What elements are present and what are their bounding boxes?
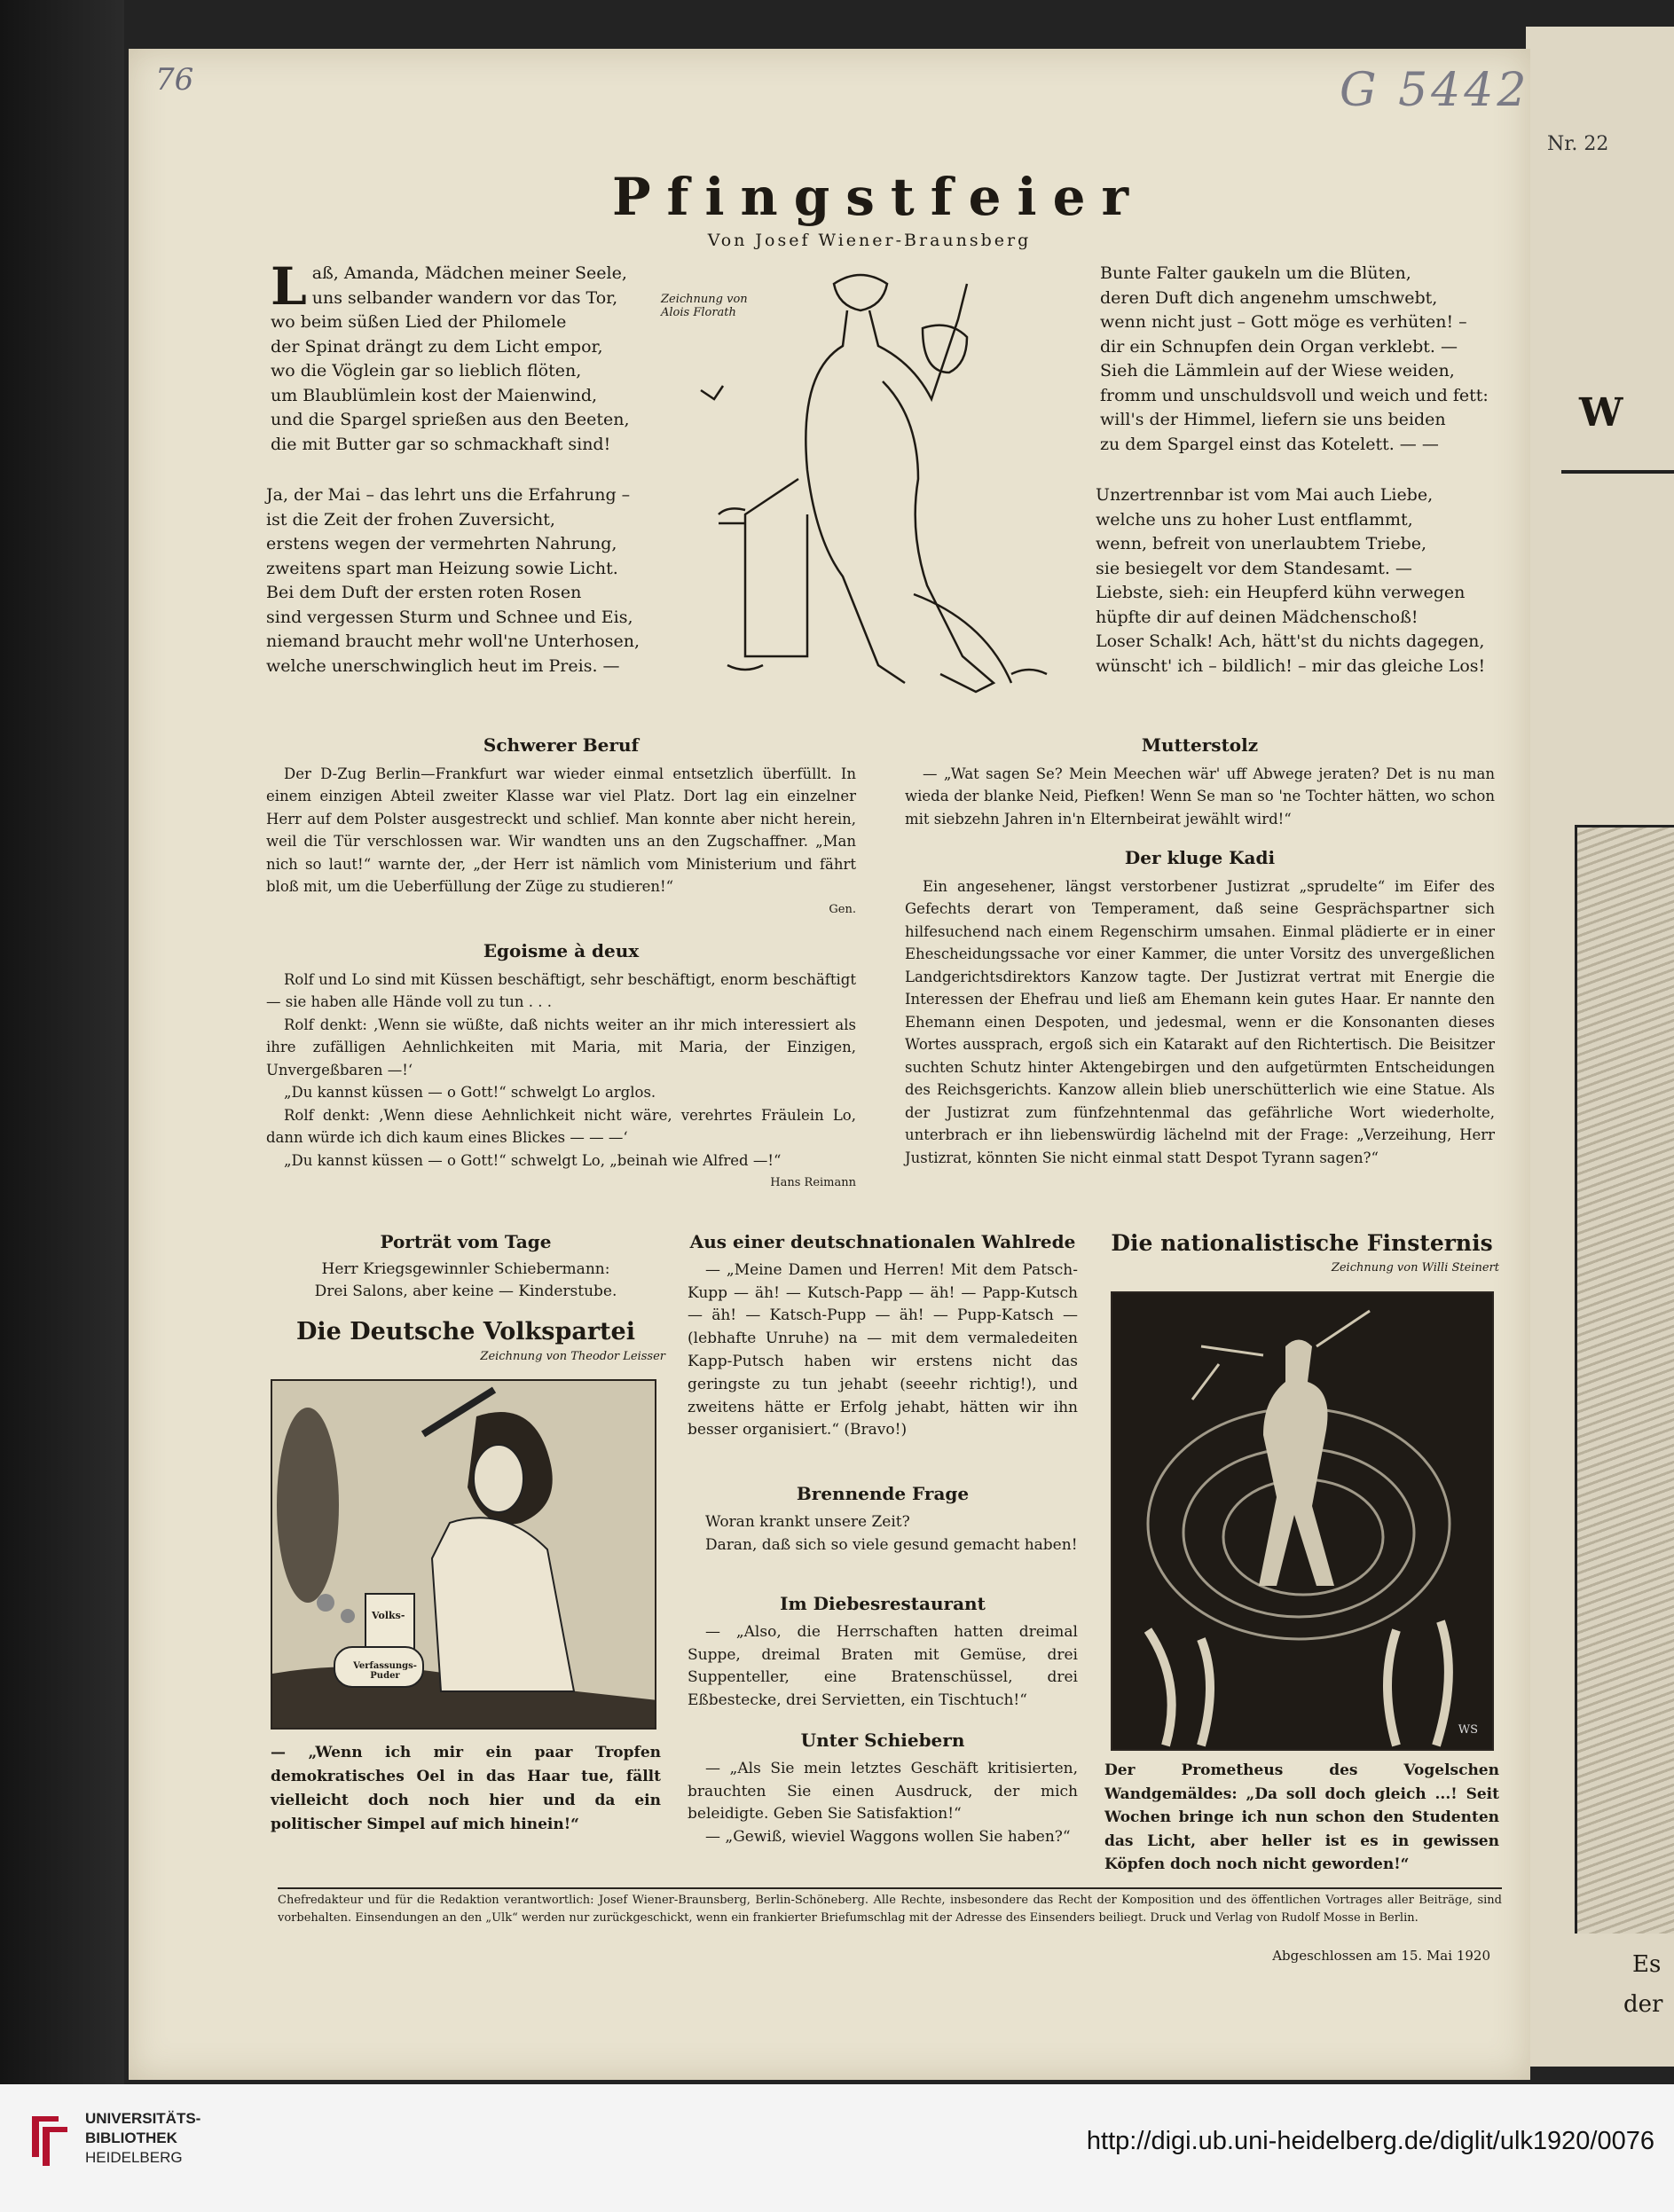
permalink[interactable]: http://digi.ub.uni-heidelberg.de/diglit/ulk1920/0076: [1086, 2127, 1654, 2155]
finsternis-cartoon: [1111, 1291, 1494, 1751]
stanza-line: zweitens spart man Heizung sowie Licht.: [266, 558, 618, 578]
stanza-line: niemand braucht mehr woll'ne Unterhosen,: [266, 631, 641, 651]
article-signature: Hans Reimann: [770, 1176, 856, 1189]
article-portraet: [271, 1231, 661, 1303]
lead-byline: Von Josef Wiener-Braunsberg: [707, 231, 1032, 250]
article-paragraph: Rolf denkt: ‚Wenn diese Aehnlichkeit nicht wäre, verehrtes Fräulein Lo, dann würde ich dich kaum eines Blickes — — —‘: [266, 1106, 856, 1146]
margin-note-shelfmark: G 5442: [1340, 64, 1530, 117]
article-paragraph: Woran krankt unsere Zeit?: [705, 1512, 910, 1531]
article-wahlrede: [688, 1231, 1078, 1442]
lead-illustration: [692, 257, 1082, 718]
lead-title: Pfingstfeier: [611, 167, 1145, 227]
stanza-line: deren Duft dich angenehm umschwebt,: [1100, 287, 1438, 308]
stanza-line: welche uns zu hoher Lust entflammt,: [1096, 509, 1413, 529]
article-paragraph: — „Als Sie mein letztes Geschäft kritisierten, brauchten Sie einen Ausdruck, der mich beleidigte. Geben Sie Satisfaktion!“: [688, 1759, 1078, 1824]
stanza-line: Liebste, sieh: ein Heupferd kühn verwegen: [1096, 583, 1466, 602]
article-paragraph: „Du kannst küssen — o Gott!“ schwelgt Lo, „beinah wie Alfred —!“: [284, 1151, 782, 1169]
stanza-line: erstens wegen der vermehrten Nahrung,: [266, 534, 617, 553]
cartoon-credit: Zeichnung von Theodor Leisser: [480, 1349, 665, 1363]
stanza-line: ist die Zeit der frohen Zuversicht,: [266, 509, 555, 529]
article-heading: Unter Schiebern: [800, 1730, 965, 1751]
article-text: — „Meine Damen und Herren! Mit dem Patsch-Kupp — äh! — Kutsch-Papp — äh! — Papp-Kutsch — äh! — Katsch-Pupp — äh! — Pupp-Katsch — (lebhafte Unruhe) na — mit dem vermaledeiten Kapp-Putsch haben wir erstens nicht das geringste zu tun jehabt (seeehr richtig!), und zweitens hätte er Erfolg jehabt, hätten wir ihn besser organisiert.“ (Bravo!): [688, 1260, 1078, 1439]
cartoon-title: Die nationalistische Finsternis: [1111, 1230, 1493, 1256]
library-logo-icon: [25, 2109, 74, 2171]
stanza-line: hüpfte dir auf deinen Mädchenschoß!: [1096, 607, 1419, 627]
finsternis-header: [1104, 1231, 1499, 1280]
stanza-line: dir ein Schnupfen dein Organ verklebt. —: [1100, 336, 1458, 357]
article-signature: Gen.: [829, 902, 856, 916]
stanza-line: der Spinat drängt zu dem Licht empor,: [271, 336, 603, 357]
stanza-line: wo die Vöglein gar so lieblich flöten,: [271, 361, 582, 380]
poem-stanza-1: [271, 256, 688, 457]
library-name-line: HEIDELBERG: [85, 2149, 183, 2166]
library-name-line: BIBLIOTHEK: [85, 2130, 177, 2146]
stanza-line: die mit Butter gar so schmackhaft sind!: [271, 434, 611, 454]
stanza-line: Unzertrennbar ist vom Mai auch Liebe,: [1096, 485, 1434, 505]
adjacent-issue-number: Nr. 22: [1547, 133, 1609, 155]
portrait-line: Drei Salons, aber keine — Kinderstube.: [314, 1282, 617, 1300]
stanza-line: sie besiegelt vor dem Standesamt. —: [1096, 558, 1412, 578]
article-heading: Im Diebesrestaurant: [780, 1593, 986, 1614]
stanza-line: uns selbander wandern vor das Tor,: [311, 287, 618, 308]
adjacent-page: [1526, 27, 1674, 2067]
article-paragraph: „Du kannst küssen — o Gott!“ schwelgt Lo arglos.: [284, 1084, 656, 1101]
artist-monogram: WS: [1458, 1723, 1478, 1737]
stanza-line: Loser Schalk! Ach, hätt'st du nichts dagegen,: [1096, 631, 1485, 651]
cartoon-drawing: [1112, 1293, 1494, 1751]
poem-stanza-2: [266, 483, 692, 679]
article-brennende-frage: [688, 1483, 1078, 1557]
poem-stanza-4: [1096, 483, 1504, 679]
article-heading: Porträt vom Tage: [380, 1231, 552, 1252]
footer-rule: [278, 1887, 1502, 1889]
article-mutterstolz: [905, 734, 1495, 830]
drop-cap: L: [271, 256, 307, 317]
adjacent-caption-1: Es: [1632, 1951, 1662, 1978]
adjacent-rule: [1561, 470, 1674, 474]
article-paragraph: Rolf denkt: ‚Wenn sie wüßte, daß nichts weiter an ihr mich interessiert als ihre zufälligen Aehnlichkeiten mit Maria, mit Maria, der Einzigen, Unvergeßbaren —!‘: [266, 1016, 856, 1079]
stanza-line: sind vergessen Sturm und Schnee und Eis,: [266, 607, 633, 627]
article-paragraph: — „Gewiß, wieviel Waggons wollen Sie haben?“: [705, 1828, 1071, 1847]
stanza-line: Ja, der Mai – das lehrt uns die Erfahrung –: [266, 485, 631, 505]
stanza-line: Bunte Falter gaukeln um die Blüten,: [1100, 263, 1411, 283]
margin-note-page-number: 76: [155, 62, 194, 98]
volkspartei-caption: — „Wenn ich mir ein paar Tropfen demokratisches Oel in das Haar tue, fällt vielleicht doch noch hier und da ein politischer Simpel auf mich hinein!“: [271, 1744, 661, 1833]
adjacent-headline: W: [1579, 390, 1623, 435]
cartoon-drawing: [272, 1381, 656, 1730]
article-text: Ein angesehener, längst verstorbener Justizrat „sprudelte“ im Eifer des Gefechts derart von Temperament, daß seine Gesprächspartner sich hilfesuchend nach einem Regenschirm umsahen. Einmal plädierte er in einer Ehescheidungssache vor einer Kammer, die unter Vorsitz des unvergeßlichen Landgerichtsdirektors Kanzow tagte. Der Justizrat vertrat mit Energie die Interessen der Ehefrau und ließ am Ehemann kein gutes Haar. Er nannte den Ehemann einen Despoten, und jedesmal, wenn er die Konsonanten dieses Wortes aussprach, ergoß sich ein Katarakt auf den Richtertisch. Die Beisitzer suchten Schutz hinter Aktengebirgen und den aufgetürmten Entscheidungen des Reichsgerichts. Kanzow allein blieb unerschütterlich wie eine Statue. Als der Justizrat zum fünfzehntenmal das gefährliche Wort wiederholte, unterbrach er ihn liebenswürdig lächelnd mit der Frage: „Verzeihung, Herr Justizrat, könnten Sie nicht einmal statt Despot Tyrann sagen?“: [905, 877, 1495, 1166]
library-name: [85, 2109, 200, 2168]
stanza-line: zu dem Spargel einst das Kotelett. — —: [1100, 434, 1439, 454]
stanza-line: will's der Himmel, liefern sie uns beiden: [1100, 410, 1446, 429]
article-paragraph: Daran, daß sich so viele gesund gemacht haben!: [705, 1535, 1078, 1554]
stanza-line: und die Spargel sprießen aus den Beeten,: [271, 410, 630, 429]
article-heading: Brennende Frage: [796, 1483, 970, 1504]
bottle-label: Volks-: [372, 1610, 405, 1621]
stanza-line: wünscht' ich – bildlich! – mir das gleiche Los!: [1096, 655, 1486, 676]
poem-stanza-3: [1100, 262, 1499, 457]
stanza-line: Sieh die Lämmlein auf der Wiese weiden,: [1100, 361, 1455, 380]
article-text: — „Also, die Herrschaften hatten dreimal Suppe, dreimal Braten mit Gemüse, drei Suppenteller, eine Bratenschüssel, drei Eßbestecke, drei Servietten, ein Tischtuch!“: [688, 1622, 1078, 1710]
stanza-line: Bei dem Duft der ersten roten Rosen: [266, 583, 582, 602]
portrait-line: Herr Kriegsgewinnler Schiebermann:: [321, 1260, 610, 1278]
article-text: Der D-Zug Berlin—Frankfurt war wieder einmal entsetzlich überfüllt. In einem einzigen Abteil zweiter Klasse war viel Platz. Dort lag ein einzelner Herr auf dem Polster ausgestreckt und schlief. Man konnte aber nicht herein, weil die Tür verschlossen war. Wir wandten uns an den Zugschaffner. „Man nich so laut!“ warnte der, „der Herr ist nämlich vom Ministerium und fährt bloß mit, um die Ueberfüllung der Züge zu studieren!“: [266, 765, 856, 895]
volkspartei-header: [266, 1320, 665, 1369]
article-kluge-kadi: [905, 847, 1495, 1169]
article-egoisme: [266, 940, 856, 1195]
article-heading: Egoisme à deux: [483, 940, 640, 961]
jar-label: Verfassungs-Puder: [353, 1661, 417, 1681]
stanza-line: welche unerschwinglich heut im Preis. —: [266, 655, 620, 676]
stanza-line: um Blaublümlein kost der Maienwind,: [271, 385, 598, 405]
finsternis-caption: Der Prometheus des Vogelschen Wandgemäldes: „Da soll doch gleich ...! Seit Wochen bringe ich nun schon den Studenten das Licht, aber heller ist es in gewissen Köpfen doch noch nicht geworden!“: [1104, 1761, 1499, 1873]
article-diebesrestaurant: [688, 1593, 1078, 1713]
stanza-line: wenn nicht just – Gott möge es verhüten! –: [1100, 312, 1467, 332]
imprint: Chefredakteur und für die Redaktion verantwortlich: Josef Wiener-Braunsberg, Berlin-Schöneberg. Alle Rechte, insbesondere das Recht der Komposition und des öffentlichen Vortrages aller Beiträge, sind vorbehalten. Einsendungen an den „Ulk“ werden nur zurückgeschickt, wenn ein frankierter Briefumschlag mit der Adresse des Einsenders beiliegt. Druck und Verlag von Rudolf Mosse in Berlin.: [278, 1894, 1502, 1925]
cartoon-title: Die Deutsche Volkspartei: [296, 1318, 635, 1345]
cartoon-credit: Zeichnung von Willi Steinert: [1331, 1260, 1499, 1275]
article-text: — „Wat sagen Se? Mein Meechen wär' uff Abwege jeraten? Det is nu man wieda der blanke Neid, Piefken! Wenn Se man so 'ne Tochter hätten, wo schon mit siebzehn Jahren in'n Elternbeirat jewählt wird!“: [905, 765, 1495, 828]
stanza-line: aß, Amanda, Mädchen meiner Seele,: [311, 263, 627, 283]
article-schwerer-beruf: [266, 734, 856, 921]
lead-illustration-credit: Zeichnung von Alois Florath: [661, 293, 748, 319]
stanza-line: wo beim süßen Lied der Philomele: [271, 312, 567, 332]
article-heading: Aus einer deutschnationalen Wahlrede: [689, 1231, 1076, 1252]
stanza-line: wenn, befreit von unerlaubtem Triebe,: [1096, 534, 1427, 553]
article-paragraph: Rolf und Lo sind mit Küssen beschäftigt, sehr beschäftigt, enorm beschäftigt — sie haben alle Hände voll zu tun . . .: [266, 970, 856, 1010]
volkspartei-cartoon: [271, 1379, 656, 1730]
stanza-line: fromm und unschuldsvoll und weich und fett:: [1100, 385, 1489, 405]
library-name-line: UNIVERSITÄTS-: [85, 2110, 201, 2127]
article-heading: Mutterstolz: [1141, 734, 1259, 756]
adjacent-illustration: [1575, 825, 1674, 1934]
article-unter-schiebern: [688, 1730, 1078, 1849]
adjacent-caption-2: der: [1623, 1991, 1663, 2018]
closing-date: Abgeschlossen am 15. Mai 1920: [1272, 1948, 1490, 1964]
article-heading: Der kluge Kadi: [1124, 847, 1276, 868]
book-spine: [0, 0, 124, 2084]
article-heading: Schwerer Beruf: [483, 734, 640, 756]
